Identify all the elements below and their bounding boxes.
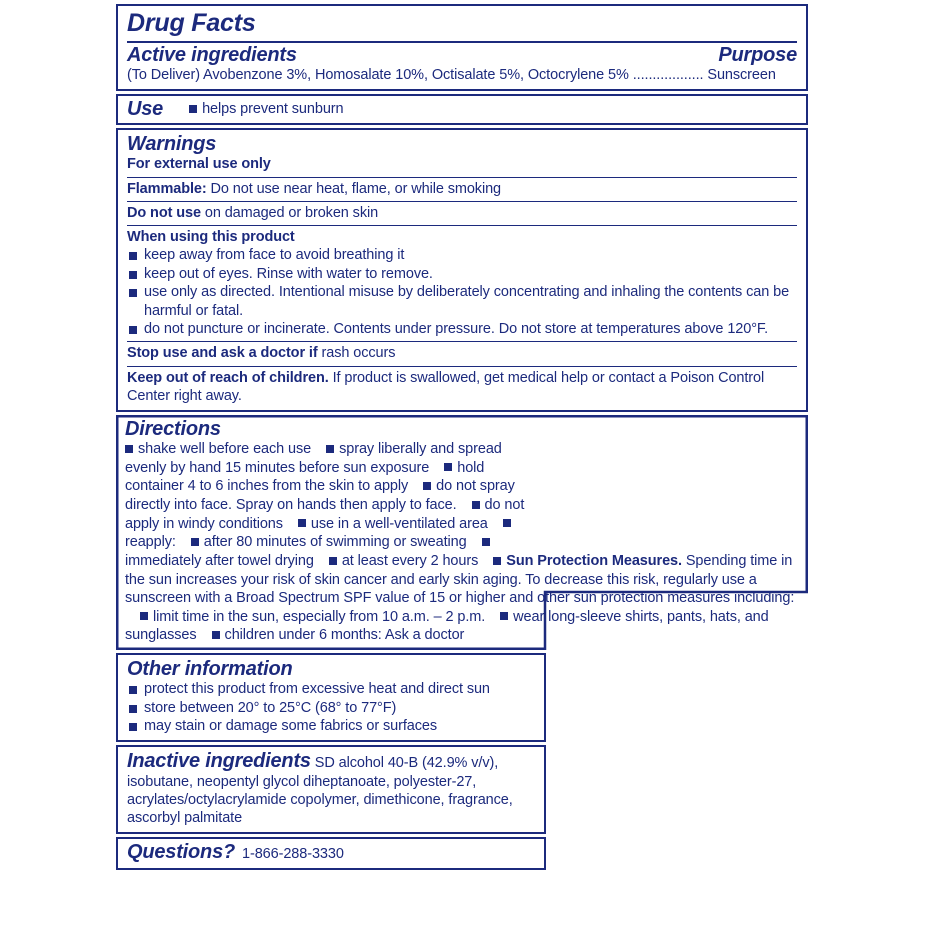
stop-use-text: rash occurs [317,345,396,362]
drug-facts-label [116,4,808,873]
use-panel [116,94,808,125]
sun-protection-label: Sun Protection Measures. [506,552,682,569]
active-ingredients-heading: Active ingredients [127,44,297,66]
title-divider [127,41,797,43]
inactive-ingredients-panel [116,745,546,834]
direction-item: hold container 4 to 6 inches from the skin to apply [125,459,485,495]
other-information-heading: Other information [127,658,293,681]
directions-heading: Directions [125,418,221,441]
direction-item: immediately after towel drying [125,552,314,569]
use-heading: Use [127,98,164,121]
list-item: keep out of eyes. Rinse with water to remove. [127,265,797,283]
warnings-divider-5 [127,366,797,367]
list-item: may stain or damage some fabrics or surfaces [127,717,535,735]
direction-item: at least every 2 hours [341,552,479,569]
keep-out-label: Keep out of reach of children. [127,369,329,386]
list-item: do not puncture or incinerate. Contents under pressure. Do not store at temperatures above 120°F. [127,320,797,338]
warnings-heading: Warnings [127,133,217,156]
warnings-divider-1 [127,177,797,178]
active-ingredients-heading-row [127,44,797,66]
active-ingredients-line [127,66,797,84]
bullet-square-icon [444,463,452,471]
active-ingredients-text: (To Deliver) Avobenzone 3%, Homosalate 10%, Octisalate 5%, Octocrylene 5% [127,67,629,83]
notch-spacer [544,440,799,548]
measure-item: wear long-sleeve shirts, pants, hats, and sunglasses [125,608,769,644]
measure-item: children under 6 months: Ask a doctor [224,627,465,644]
bullet-square-icon [125,445,133,453]
directions-body [125,440,799,645]
do-not-use-text: on damaged or broken skin [200,204,379,221]
bullet-square-icon [503,519,511,527]
direction-item: use in a well-ventilated area [310,515,488,532]
bullet-square-icon [212,631,220,639]
purpose-value: Sunscreen [707,67,776,83]
other-information-panel [116,653,546,742]
questions-row [127,841,535,863]
keep-out-row [127,369,797,406]
list-item: use only as directed. Intentional misuse by deliberately concentrating and inhaling the contents can be harmful or fatal. [127,283,797,320]
direction-item: do not apply in windy conditions [125,497,525,532]
purpose-heading: Purpose [718,44,797,66]
when-using-heading: When using this product [127,229,295,246]
questions-panel [116,837,546,869]
questions-heading: Questions? [127,841,236,864]
direction-item: shake well before each use [138,441,312,458]
bullet-square-icon [189,105,197,113]
use-bullet-row [189,101,343,117]
bullet-square-icon [423,482,431,490]
list-item: store between 20° to 25°C (68° to 77°F) [127,699,535,717]
sun-protection-text: Spending time in the sun increases your risk of skin cancer and early skin aging. To decrease this risk, regularly use a sunscreen with a Broad Spectrum SPF value of 15 or higher and other sun protection measures including: [125,552,795,607]
bullet-square-icon [472,501,480,509]
flammable-text: Do not use near heat, flame, or while smoking [206,180,502,197]
bullet-square-icon [482,538,490,546]
do-not-use-row [127,204,797,222]
bullet-square-icon [329,557,337,565]
questions-phone: 1-866-288-3330 [242,846,344,863]
external-use-text: For external use only [127,156,271,173]
direction-item: after 80 minutes of swimming or sweating [203,534,467,551]
warnings-divider-3 [127,225,797,226]
other-information-list [127,680,535,735]
flammable-label: Flammable: [127,180,207,197]
bullet-square-icon [140,612,148,620]
leader-dots: .................. [628,67,708,83]
bullet-square-icon [493,557,501,565]
list-item: keep away from face to avoid breathing it [127,246,797,264]
inactive-ingredients-text: SD alcohol 40-B (42.9% v/v), isobutane, neopentyl glycol diheptanoate, polyester-27, acrylates/octylacrylamide copolymer, dimethicone, fragrance, ascorbyl palmitate [127,755,513,827]
list-item: protect this product from excessive heat and direct sun [127,680,535,698]
warnings-divider-2 [127,201,797,202]
page-title: Drug Facts [127,9,256,37]
use-bullet-text: helps prevent sunburn [202,101,344,118]
direction-item: do not spray directly into face. Spray on hands then apply to face. [125,478,515,514]
warnings-panel [116,128,808,412]
bullet-square-icon [191,538,199,546]
drug-facts-header-panel [116,4,808,91]
bullet-square-icon [500,612,508,620]
bullet-square-icon [326,445,334,453]
when-using-bullet-list [127,246,797,338]
measure-item: limit time in the sun, especially from 10 a.m. – 2 p.m. [153,608,486,625]
directions-panel [116,415,808,650]
stop-use-row [127,344,797,362]
direction-item: reapply: [125,534,176,551]
bullet-square-icon [298,519,306,527]
warnings-divider-4 [127,341,797,342]
stop-use-label: Stop use and ask a doctor if [127,345,318,362]
directions-content [116,415,808,650]
inactive-ingredients-heading: Inactive ingredients [127,750,311,773]
inactive-ingredients-row [127,750,535,827]
direction-item: spray liberally and spread evenly by hand 15 minutes before sun exposure [125,441,502,476]
flammable-row [127,180,797,198]
keep-out-text: If product is swallowed, get medical help or contact a Poison Control Center right away. [127,369,765,404]
do-not-use-label: Do not use [127,204,201,221]
